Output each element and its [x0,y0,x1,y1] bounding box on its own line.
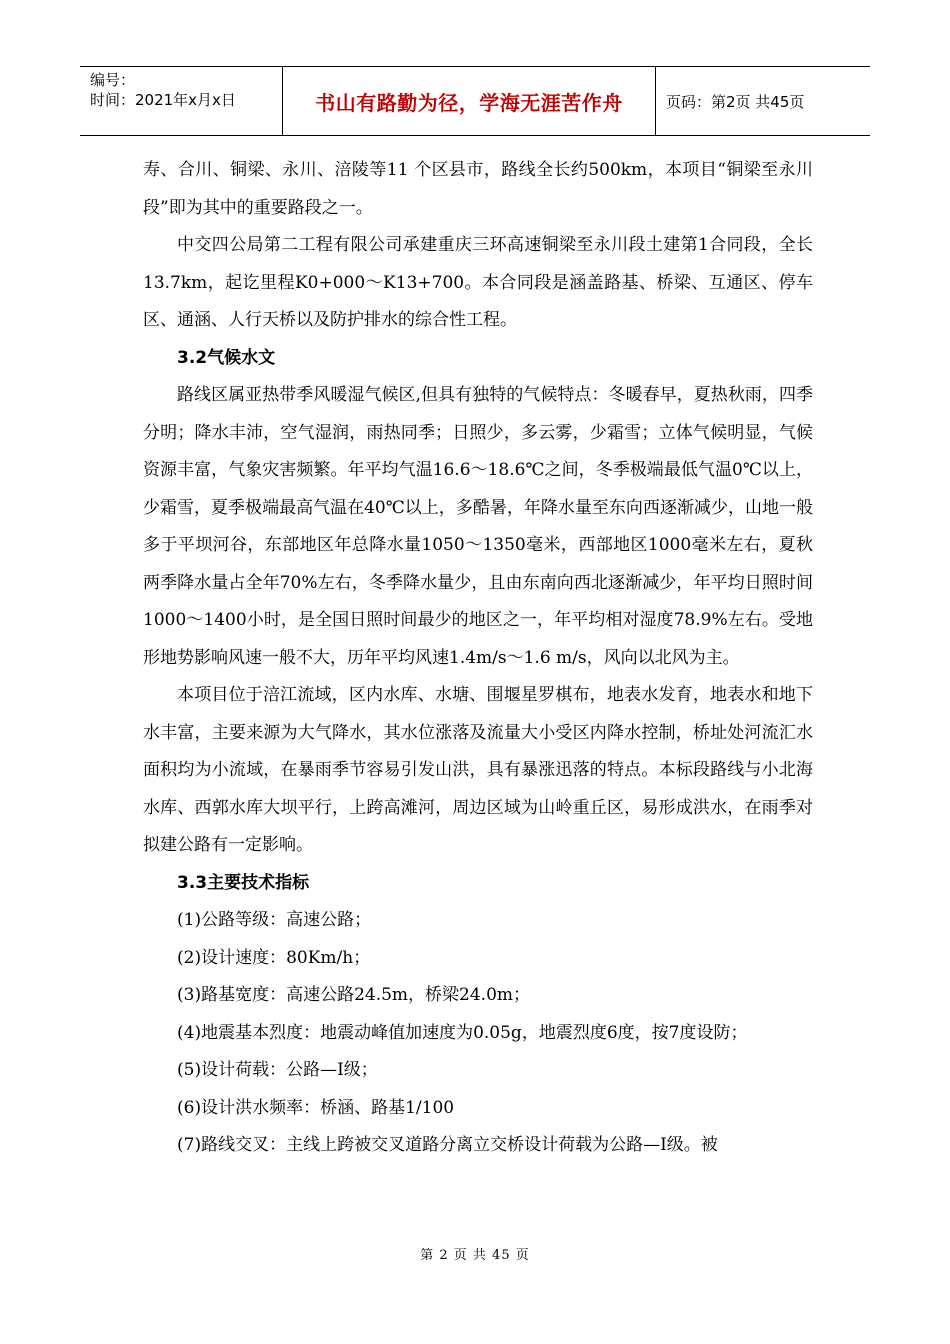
header-motto: 书山有路勤为径，学海无涯苦作舟 [283,67,656,135]
paragraph-climate: 路线区属亚热带季风暖湿气候区,但具有独特的气候特点：冬暖春早，夏热秋雨，四季分明；降水丰沛，空气湿润，雨热同季；日照少，多云雾，少霜雪；立体气候明显，气候资源丰富，气象灾害频繁。年平均气温16.6～18.6℃之间，冬季极端最低气温0℃以上，少霜雪，夏季极端最高气温在40℃以上，多酷暑，年降水量至东向西逐渐减少，山地一般多于平坝河谷，东部地区年总降水量1050～1350毫米，西部地区1000毫米左右，夏秋两季降水量占全年70%左右，冬季降水量少，且由东南向西北逐渐减少，年平均日照时间1000～1400小时，是全国日照时间最少的地区之一，年平均相对湿度78.9%左右。受地形地势影响风速一般不大，历年平均风速1.4m/s～1.6 m/s，风向以北风为主。 [143,385,813,668]
spec-item: (2)设计速度：80Km/h； [177,947,371,968]
spec-item: (3)路基宽度：高速公路24.5m，桥梁24.0m； [177,985,531,1005]
page-footer: 第 2 页 共 45 页 [420,1248,530,1263]
page-header [80,66,870,136]
spec-item: (4)地震基本烈度：地震动峰值加速度为0.05g，地震烈度6度，按7度设防； [177,1022,748,1043]
document-body [143,152,813,1165]
spec-item: (6)设计洪水频率：桥涵、路基1/100 [177,1097,455,1118]
header-meta [80,67,283,135]
number-label: 编号： [90,71,136,89]
spec-item: (7)路线交叉：主线上跨被交叉道路分离立交桥设计荷载为公路—I级。被 [177,1135,718,1155]
section-heading-3-2: 3.2气候水文 [177,347,276,368]
paragraph-continued: 寿、合川、铜梁、永川、涪陵等11 个区县市，路线全长约500km，本项目“铜梁至永川段”即为其中的重要路段之一。 [143,160,813,218]
paragraph-contract: 中交四公局第二工程有限公司承建重庆三环高速铜梁至永川段土建第1合同段，全长13.7km，起讫里程K0+000～K13+700。本合同段是涵盖路基、桥梁、互通区、停车区、通涵、人行天桥以及防护排水的综合性工程。 [143,235,813,330]
paragraph-hydrology: 本项目位于涪江流域，区内水库、水塘、围堰星罗棋布，地表水发育，地表水和地下水丰富，主要来源为大气降水，其水位涨落及流量大小受区内降水控制，桥址处河流汇水面积均为小流域，在暴雨季节容易引发山洪，具有暴涨迅落的特点。本标段路线与小北海水库、西郭水库大坝平行，上跨高滩河，周边区域为山岭重丘区，易形成洪水，在雨季对拟建公路有一定影响。 [143,685,813,855]
spec-item: (5)设计荷载：公路—I级； [177,1060,378,1080]
section-heading-3-3: 3.3主要技术指标 [177,872,310,893]
date-label: 时间：2021年x月x日 [90,91,236,109]
header-page-info: 页码：第2页 共45页 [666,92,805,111]
spec-item: (1)公路等级：高速公路； [177,910,372,930]
